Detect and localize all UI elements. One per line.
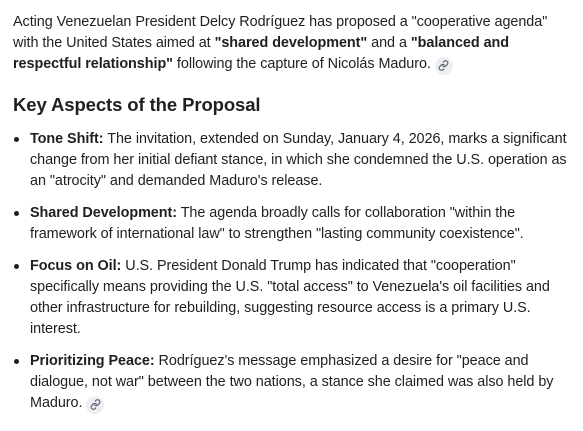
bullet-icon (14, 359, 19, 364)
list-item-prioritizing-peace (13, 351, 573, 414)
bullet-icon (14, 137, 19, 142)
intro-bold-balanced-relationship: "balanced and respectful relationship" (13, 35, 509, 72)
source-link-button[interactable] (86, 396, 104, 414)
section-heading: Key Aspects of the Proposal (13, 94, 261, 115)
list-item-label: Shared Development: (30, 205, 177, 221)
intro-text-3: following the capture of Nicolás Maduro. (172, 56, 431, 72)
list-item-text: Rodríguez's message emphasized a desire for "peace and dialogue, not war" between the two nations, a stance she claimed was also held by Maduro. (30, 353, 554, 411)
list-item-shared-development (13, 203, 573, 245)
list-item-text: The agenda broadly calls for collaboration "within the framework of international law" to strengthen "lasting community coexistence". (30, 205, 524, 242)
source-link-button[interactable] (435, 57, 453, 75)
aspects-list (13, 129, 573, 414)
list-item-tone-shift (13, 129, 573, 192)
intro-paragraph (13, 12, 573, 75)
list-item-label: Focus on Oil: (30, 258, 122, 274)
list-item-label: Prioritizing Peace: (30, 353, 155, 369)
intro-bold-shared-development: "shared development" (214, 35, 368, 51)
link-icon (438, 60, 449, 71)
bullet-icon (14, 211, 19, 216)
link-icon (90, 399, 101, 410)
intro-text-2: and a (367, 35, 411, 51)
bullet-icon (14, 264, 19, 269)
list-item-focus-on-oil (13, 256, 573, 340)
list-item-text: U.S. President Donald Trump has indicated that "cooperation" specifically means providing the U.S. "total access" to Venezuela's oil facilities and other infrastructure for rebuilding, suggesting resource access is a primary U.S. interest. (30, 258, 550, 337)
list-item-label: Tone Shift: (30, 131, 104, 147)
intro-text-1: Acting Venezuelan President Delcy Rodríguez has proposed a "cooperative agenda" with the United States aimed at (13, 14, 548, 51)
list-item-text: The invitation, extended on Sunday, January 4, 2026, marks a significant change from her initial defiant stance, in which she condemned the U.S. operation as an "atrocity" and demanded Maduro's release. (30, 131, 567, 189)
